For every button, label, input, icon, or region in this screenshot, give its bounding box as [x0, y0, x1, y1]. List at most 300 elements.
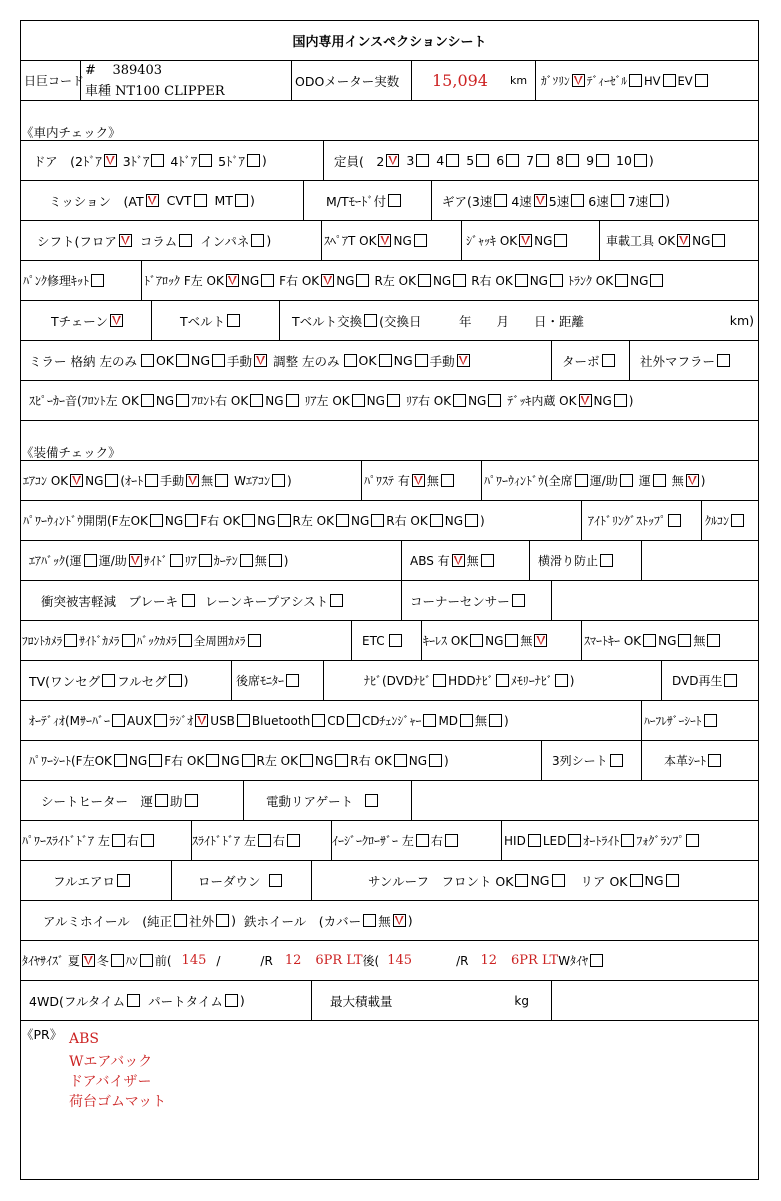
max-load-cell — [311, 981, 551, 1020]
keyless-ok-label: ｷｰﾚｽ OK — [423, 634, 469, 648]
mission-cvt-label: CVT — [166, 193, 192, 208]
doorlock-fl-ok-checkbox[interactable] — [226, 274, 239, 287]
power-slide-right-checkbox[interactable] — [141, 834, 154, 847]
tire-cell — [21, 941, 758, 980]
seat-heater-cell — [21, 781, 243, 820]
etc-label: ETC — [362, 633, 385, 648]
tbelt-exchange-checkbox[interactable] — [364, 314, 377, 327]
capacity-10-checkbox[interactable] — [634, 154, 647, 167]
tv-fullseg-checkbox[interactable] — [169, 674, 182, 687]
fuel-diesel-checkbox[interactable] — [629, 74, 642, 87]
speaker-deck-ok-checkbox[interactable] — [579, 394, 592, 407]
audio-radio-checkbox[interactable] — [195, 714, 208, 727]
pw-open-rr-ng-checkbox[interactable] — [465, 514, 478, 527]
airbag-rear-checkbox[interactable] — [199, 554, 212, 567]
audio-aux-checkbox[interactable] — [154, 714, 167, 727]
leather-label: 本革ｼｰﾄ — [664, 754, 707, 768]
side-camera-checkbox[interactable] — [122, 634, 135, 647]
corner-sensor-label: コーナーセンサー — [410, 593, 510, 609]
speaker-fr-ng-label: NG — [265, 393, 284, 408]
audio-bluetooth-checkbox[interactable] — [312, 714, 325, 727]
doorlock-rr-ng-checkbox[interactable] — [550, 274, 563, 287]
fuel-gas-checkbox[interactable] — [572, 74, 585, 87]
tire-rear-ply: 6PR LT — [511, 953, 559, 968]
capacity-9-checkbox[interactable] — [596, 154, 609, 167]
powerwindow-none-checkbox[interactable] — [686, 474, 699, 487]
steel-close-paren: ) — [407, 913, 413, 928]
pw-open-rl-ng-label: NG — [350, 513, 370, 528]
alloy-genuine-checkbox[interactable] — [174, 914, 187, 927]
airbag-curtain-checkbox[interactable] — [240, 554, 253, 567]
abs-none-checkbox[interactable] — [481, 554, 494, 567]
power-seat-fr-ok-checkbox[interactable] — [206, 754, 219, 767]
w-aircon-checkbox[interactable] — [272, 474, 285, 487]
aircon-auto-label: (ｵｰﾄ — [120, 474, 144, 488]
speaker-fr-ng-checkbox[interactable] — [286, 394, 299, 407]
tire-rear-width: 145 — [387, 953, 413, 968]
door-5-checkbox[interactable] — [247, 154, 260, 167]
airbag-driver-checkbox[interactable] — [84, 554, 97, 567]
airbag-side-checkbox[interactable] — [170, 554, 183, 567]
tv-row — [21, 661, 758, 701]
capacity-8-label: 8 — [556, 153, 565, 168]
mirror-adjust-ok-checkbox[interactable] — [379, 354, 392, 367]
max-load-unit: kg — [514, 993, 529, 1008]
door-3-checkbox[interactable] — [151, 154, 164, 167]
fourwd-parttime-checkbox[interactable] — [225, 994, 238, 1007]
powerwindow-dp-label: 運/助 — [589, 474, 618, 488]
power-seat-rl-ng-checkbox[interactable] — [335, 754, 348, 767]
hid-checkbox[interactable] — [528, 834, 541, 847]
camera-row — [21, 621, 758, 661]
keyless-ng-checkbox[interactable] — [505, 634, 518, 647]
pw-open-rl-ok-label: R左 OK — [292, 514, 334, 528]
collision-brake-checkbox[interactable] — [182, 594, 195, 607]
powersteer-none-checkbox[interactable] — [441, 474, 454, 487]
audio-aux-label: AUX — [127, 713, 153, 728]
mirror-adjust-manual-checkbox[interactable] — [457, 354, 470, 367]
audio-mserver-checkbox[interactable] — [112, 714, 125, 727]
airbag-none-checkbox[interactable] — [269, 554, 282, 567]
odo-value: 15,094 — [432, 71, 488, 90]
audio-none-checkbox[interactable] — [489, 714, 502, 727]
tbelt-exchange-label: Tベルト交換 — [292, 313, 363, 329]
doorlock-fr-ok-checkbox[interactable] — [321, 274, 334, 287]
lowdown-checkbox[interactable] — [269, 874, 282, 887]
doorlock-rl-ng-checkbox[interactable] — [453, 274, 466, 287]
speaker-rl-ok-checkbox[interactable] — [352, 394, 365, 407]
aircon-none-checkbox[interactable] — [215, 474, 228, 487]
fog-lamp-checkbox[interactable] — [686, 834, 699, 847]
smartkey-none-checkbox[interactable] — [707, 634, 720, 647]
slide-door-left-label: ｽﾗｲﾄﾞﾄﾞｱ 左 — [192, 834, 256, 848]
tire-front-width: 145 — [181, 953, 207, 968]
tchain-checkbox[interactable] — [110, 314, 123, 327]
sunroof-front-ng-checkbox[interactable] — [552, 874, 565, 887]
speaker-rl-ok-label: ﾘｱ左 OK — [304, 394, 350, 408]
sunroof-front-ok-checkbox[interactable] — [515, 874, 528, 887]
pw-open-fr-ng-checkbox[interactable] — [278, 514, 291, 527]
corner-sensor-checkbox[interactable] — [512, 594, 525, 607]
aircon-manual-label: 手動 — [160, 474, 185, 488]
capacity-3-checkbox[interactable] — [416, 154, 429, 167]
mirror-fold-ok-checkbox[interactable] — [176, 354, 189, 367]
powerwindow-all-checkbox[interactable] — [575, 474, 588, 487]
jack-ng-checkbox[interactable] — [554, 234, 567, 247]
speaker-rl-ng-checkbox[interactable] — [387, 394, 400, 407]
speaker-fl-ok-checkbox[interactable] — [141, 394, 154, 407]
mirror-adjust-ng-label: NG — [393, 353, 413, 368]
gear-close-paren: ) — [665, 193, 671, 208]
power-seat-fl-ng-checkbox[interactable] — [149, 754, 162, 767]
speaker-row — [21, 381, 758, 421]
mirror-adjust-ok-label: OK — [358, 353, 377, 368]
tv-oneseg-checkbox[interactable] — [102, 674, 115, 687]
fuel-hv-label: HV — [644, 73, 661, 88]
navi-cell — [323, 661, 661, 700]
steel-none-checkbox[interactable] — [393, 914, 406, 927]
aircon-ok-checkbox[interactable] — [70, 474, 83, 487]
power-slide-left-checkbox[interactable] — [112, 834, 125, 847]
power-seat-fr-ng-checkbox[interactable] — [242, 754, 255, 767]
fuel-diesel-label: ﾃﾞｨｰｾﾞﾙ — [586, 73, 627, 88]
tbelt-cell — [151, 301, 279, 340]
power-seat-rr-ok-checkbox[interactable] — [394, 754, 407, 767]
sunroof-rear-ok-label: リア OK — [580, 873, 628, 889]
shift-row — [21, 221, 758, 261]
doorlock-fl-ok-label: ﾄﾞｱﾛｯｸ F左 OK — [144, 274, 224, 288]
navi-hdd-checkbox[interactable] — [496, 674, 509, 687]
speaker-rr-ok-checkbox[interactable] — [453, 394, 466, 407]
powersteer-yes-checkbox[interactable] — [412, 474, 425, 487]
easy-closer-left-checkbox[interactable] — [416, 834, 429, 847]
front-camera-label: ﾌﾛﾝﾄｶﾒﾗ — [22, 633, 63, 648]
gear-label: ギア(3速 — [442, 193, 493, 209]
muffler-checkbox[interactable] — [717, 354, 730, 367]
rear-monitor-checkbox[interactable] — [286, 674, 299, 687]
pw-open-cell — [21, 501, 581, 540]
fourwd-cell — [21, 981, 311, 1020]
w-tire-label: Wﾀｲﾔ — [558, 954, 589, 968]
fuel-ev-checkbox[interactable] — [695, 74, 708, 87]
mirror-fold-ng-checkbox[interactable] — [212, 354, 225, 367]
gear-5-checkbox[interactable] — [571, 194, 584, 207]
doorlock-rr-ok-label: R右 OK — [471, 274, 513, 288]
lights-cell — [501, 821, 758, 860]
capacity-6-checkbox[interactable] — [506, 154, 519, 167]
speaker-fr-ok-checkbox[interactable] — [250, 394, 263, 407]
front-camera-checkbox[interactable] — [64, 634, 77, 647]
gear-4-label: 4速 — [511, 193, 532, 209]
shift-label: シフト(フロア — [37, 233, 117, 249]
pw-open-fr-ok-label: F右 OK — [200, 514, 241, 528]
mission-at-checkbox[interactable] — [146, 194, 159, 207]
fourwd-fulltime-checkbox[interactable] — [127, 994, 140, 1007]
airbag-dp-checkbox[interactable] — [129, 554, 142, 567]
power-seat-rl-ng-label: NG — [314, 753, 334, 768]
powerwindow-dp-checkbox[interactable] — [620, 474, 633, 487]
powersteer-label: ﾊﾟﾜｽﾃ 有 — [364, 474, 410, 488]
powerwindow-close-paren: ) — [700, 473, 706, 488]
slide-door-left-checkbox[interactable] — [258, 834, 271, 847]
tire-han-checkbox[interactable] — [140, 954, 153, 967]
aircon-none-label: 無 — [201, 474, 214, 488]
fuel-hv-checkbox[interactable] — [663, 74, 676, 87]
easy-closer-cell — [331, 821, 501, 860]
abs-yes-checkbox[interactable] — [452, 554, 465, 567]
back-camera-label: ﾊﾞｯｸｶﾒﾗ — [136, 633, 177, 648]
navi-close-paren: ) — [569, 673, 575, 688]
powerwindow-none-label: 無 — [671, 474, 684, 488]
third-row-label: 3列シート — [552, 754, 608, 768]
aircon-auto-checkbox[interactable] — [145, 474, 158, 487]
alloy-aftermarket-checkbox[interactable] — [216, 914, 229, 927]
audio-none-label: 無 — [475, 714, 488, 728]
navi-memory-checkbox[interactable] — [555, 674, 568, 687]
doorlock-trunk-ok-checkbox[interactable] — [615, 274, 628, 287]
capacity-7-label: 7 — [526, 153, 535, 168]
mirror-adjust-ng-checkbox[interactable] — [415, 354, 428, 367]
idling-stop-cell — [581, 501, 701, 540]
airbag-curtain-label: ｶｰﾃﾝ — [213, 554, 238, 568]
mission-mt-checkbox[interactable] — [235, 194, 248, 207]
aircon-row — [21, 461, 758, 501]
shift-floor-checkbox[interactable] — [119, 234, 132, 247]
doorlock-trunk-ng-checkbox[interactable] — [650, 274, 663, 287]
doorlock-rr-ok-checkbox[interactable] — [515, 274, 528, 287]
gear-4-checkbox[interactable] — [534, 194, 547, 207]
gear-7-checkbox[interactable] — [650, 194, 663, 207]
mt-mode-cell — [303, 181, 431, 220]
power-seat-rl-ok-checkbox[interactable] — [300, 754, 313, 767]
audio-radio-label: ﾗｼﾞｵ — [169, 714, 194, 728]
mission-cell — [21, 181, 303, 220]
w-tire-checkbox[interactable] — [590, 954, 603, 967]
airbag-side-label: ｻｲﾄﾞ — [143, 554, 168, 568]
around-camera-checkbox[interactable] — [248, 634, 261, 647]
mirror-fold-ok-label: OK — [155, 353, 174, 368]
spare-ok-checkbox[interactable] — [378, 234, 391, 247]
door-label: ドア (2ﾄﾞｱ — [33, 153, 102, 169]
mirror-fold-manual-checkbox[interactable] — [254, 354, 267, 367]
full-aero-checkbox[interactable] — [117, 874, 130, 887]
dvd-play-cell — [661, 661, 758, 700]
tools-ng-checkbox[interactable] — [712, 234, 725, 247]
powerwindow-driver-checkbox[interactable] — [653, 474, 666, 487]
speaker-deck-ng-checkbox[interactable] — [614, 394, 627, 407]
mt-mode-label: M/Tﾓｰﾄﾞ付 — [326, 193, 387, 209]
capacity-8-checkbox[interactable] — [566, 154, 579, 167]
pw-open-rl-ng-checkbox[interactable] — [371, 514, 384, 527]
tire-winter-checkbox[interactable] — [111, 954, 124, 967]
door-2-checkbox[interactable] — [104, 154, 117, 167]
fourwd-row-blank-cell — [551, 981, 758, 1020]
code-label: 日巨コード — [24, 74, 85, 88]
mirror-fold-left-checkbox[interactable] — [141, 354, 154, 367]
pw-open-fl-ng-label: NG — [164, 513, 184, 528]
navi-dvd-checkbox[interactable] — [433, 674, 446, 687]
gear-3-checkbox[interactable] — [494, 194, 507, 207]
equipment-section-row — [21, 421, 758, 461]
pw-open-rl-ok-checkbox[interactable] — [336, 514, 349, 527]
speaker-cell — [21, 381, 758, 420]
half-leather-checkbox[interactable] — [704, 714, 717, 727]
aero-row — [21, 861, 758, 901]
anti-skid-checkbox[interactable] — [600, 554, 613, 567]
aircon-manual-checkbox[interactable] — [186, 474, 199, 487]
audio-usb-checkbox[interactable] — [237, 714, 250, 727]
pw-open-fl-ng-checkbox[interactable] — [185, 514, 198, 527]
audio-cd-changer-checkbox[interactable] — [423, 714, 436, 727]
tv-close-paren: ) — [183, 673, 189, 688]
speaker-deck-ng-label: NG — [593, 393, 612, 408]
dvd-play-checkbox[interactable] — [724, 674, 737, 687]
gear-6-checkbox[interactable] — [611, 194, 624, 207]
capacity-4-checkbox[interactable] — [446, 154, 459, 167]
jack-ok-checkbox[interactable] — [519, 234, 532, 247]
seat-heater-driver-checkbox[interactable] — [155, 794, 168, 807]
power-seat-fl-ok-checkbox[interactable] — [114, 754, 127, 767]
shift-column-checkbox[interactable] — [179, 234, 192, 247]
door-4-checkbox[interactable] — [199, 154, 212, 167]
tv-fullseg-label: フルセグ — [117, 673, 167, 689]
led-checkbox[interactable] — [568, 834, 581, 847]
slide-door-right-checkbox[interactable] — [287, 834, 300, 847]
pw-open-close-paren: ) — [480, 513, 485, 528]
audio-md-checkbox[interactable] — [460, 714, 473, 727]
mirror-fold-ng-label: NG — [191, 353, 211, 368]
speaker-rl-ng-label: NG — [366, 393, 385, 408]
aircon-ng-checkbox[interactable] — [105, 474, 118, 487]
easy-closer-right-checkbox[interactable] — [445, 834, 458, 847]
mission-cvt-checkbox[interactable] — [194, 194, 207, 207]
pw-open-fr-ok-checkbox[interactable] — [242, 514, 255, 527]
etc-checkbox[interactable] — [389, 634, 402, 647]
mirror-cell — [21, 341, 551, 380]
tools-cell — [599, 221, 758, 260]
powerwindow-cell — [481, 461, 758, 500]
wheel-row — [21, 901, 758, 941]
power-seat-fr-ok-label: F右 OK — [164, 754, 205, 768]
rear-gate-checkbox[interactable] — [365, 794, 378, 807]
mirror-adjust-left-checkbox[interactable] — [344, 354, 357, 367]
tbelt-checkbox[interactable] — [227, 314, 240, 327]
capacity-7-checkbox[interactable] — [536, 154, 549, 167]
smartkey-ok-label: ｽﾏｰﾄｷｰ OK — [584, 634, 642, 648]
cruise-checkbox[interactable] — [731, 514, 744, 527]
spare-ng-checkbox[interactable] — [414, 234, 427, 247]
pr-item: ドアバイザー — [69, 1074, 152, 1090]
lane-keep-checkbox[interactable] — [330, 594, 343, 607]
around-camera-label: 全周囲ｶﾒﾗ — [193, 633, 246, 648]
sunroof-cell — [311, 861, 758, 900]
smartkey-ng-checkbox[interactable] — [678, 634, 691, 647]
leather-checkbox[interactable] — [708, 754, 721, 767]
door-row — [21, 141, 758, 181]
tire-front-ply: 6PR LT — [315, 953, 363, 968]
half-leather-cell — [641, 701, 758, 740]
safety-row-blank-cell — [551, 581, 758, 620]
idling-stop-checkbox[interactable] — [668, 514, 681, 527]
auto-light-checkbox[interactable] — [621, 834, 634, 847]
pw-open-rr-ok-checkbox[interactable] — [430, 514, 443, 527]
smartkey-ok-checkbox[interactable] — [643, 634, 656, 647]
tools-ok-checkbox[interactable] — [677, 234, 690, 247]
capacity-5-checkbox[interactable] — [476, 154, 489, 167]
abs-yes-label: ABS 有 — [410, 554, 450, 568]
speaker-rr-ok-label: ﾘｱ右 OK — [405, 394, 452, 408]
lowdown-cell — [171, 861, 311, 900]
tchain-cell — [21, 301, 151, 340]
third-row-checkbox[interactable] — [610, 754, 623, 767]
doorlock-fl-ng-checkbox[interactable] — [261, 274, 274, 287]
mt-mode-checkbox[interactable] — [388, 194, 401, 207]
speaker-rr-ng-checkbox[interactable] — [488, 394, 501, 407]
doorlock-rr-ng-label: NG — [529, 273, 548, 288]
inspection-sheet — [20, 20, 759, 1180]
led-label: LED — [542, 833, 567, 848]
odo-unit: km — [509, 74, 528, 87]
power-seat-rr-ok-label: R右 OK — [350, 754, 392, 768]
keyless-none-checkbox[interactable] — [534, 634, 547, 647]
powersteer-cell — [361, 461, 481, 500]
equipment-section-title: 《装備チェック》 — [21, 445, 121, 460]
audio-bluetooth-label: Bluetooth — [251, 713, 311, 728]
puncture-kit-checkbox[interactable] — [91, 274, 104, 287]
tire-front-r-label: /R — [260, 953, 273, 968]
tire-han-label: ﾊﾝ — [125, 954, 138, 968]
tire-summer-checkbox[interactable] — [82, 954, 95, 967]
keyless-cell — [421, 621, 581, 660]
navi-dvd-label: ﾅﾋﾞ(DVDﾅﾋﾞ — [364, 674, 432, 688]
speaker-deck-ok-label: ﾃﾞｯｷ内蔵 OK — [507, 394, 577, 408]
idling-stop-label: ｱｲﾄﾞﾘﾝｸﾞｽﾄｯﾌﾟ — [588, 514, 667, 528]
power-seat-fl-ok-label: ﾊﾟﾜｰｼｰﾄ(F左OK — [29, 754, 112, 768]
power-seat-close-paren: ) — [444, 753, 449, 768]
speaker-rr-ng-label: NG — [468, 393, 487, 408]
pw-open-fl-ok-checkbox[interactable] — [150, 514, 163, 527]
doorlock-rl-ok-checkbox[interactable] — [418, 274, 431, 287]
keyless-ok-checkbox[interactable] — [470, 634, 483, 647]
sunroof-rear-ok-checkbox[interactable] — [630, 874, 643, 887]
mission-row — [21, 181, 758, 221]
easy-closer-left-label: ｲｰｼﾞｰｸﾛｰｻﾞｰ 左 — [332, 834, 414, 848]
power-slide-right-label: 右 — [126, 834, 139, 848]
seat-heater-passenger-checkbox[interactable] — [185, 794, 198, 807]
rear-monitor-label: 後席ﾓﾆﾀｰ — [236, 674, 285, 688]
gear-7-label: 7速 — [627, 193, 649, 209]
turbo-checkbox[interactable] — [602, 354, 615, 367]
speaker-fl-ng-checkbox[interactable] — [176, 394, 189, 407]
fourwd-close-paren: ) — [239, 993, 245, 1008]
steel-cover-checkbox[interactable] — [363, 914, 376, 927]
gear-cell — [431, 181, 758, 220]
interior-section-row — [21, 101, 758, 141]
sunroof-rear-ng-label: NG — [644, 873, 664, 888]
sunroof-rear-ng-checkbox[interactable] — [666, 874, 679, 887]
back-camera-checkbox[interactable] — [179, 634, 192, 647]
airbag-cell — [21, 541, 401, 580]
doorlock-fr-ng-checkbox[interactable] — [356, 274, 369, 287]
capacity-2-checkbox[interactable] — [386, 154, 399, 167]
safety-cell — [21, 581, 401, 620]
tbelt-exchange-cell — [279, 301, 758, 340]
shift-inpane-checkbox[interactable] — [251, 234, 264, 247]
audio-cd-checkbox[interactable] — [347, 714, 360, 727]
spare-ng-label: NG — [393, 233, 412, 248]
power-seat-rr-ng-checkbox[interactable] — [429, 754, 442, 767]
airbag-row — [21, 541, 758, 581]
